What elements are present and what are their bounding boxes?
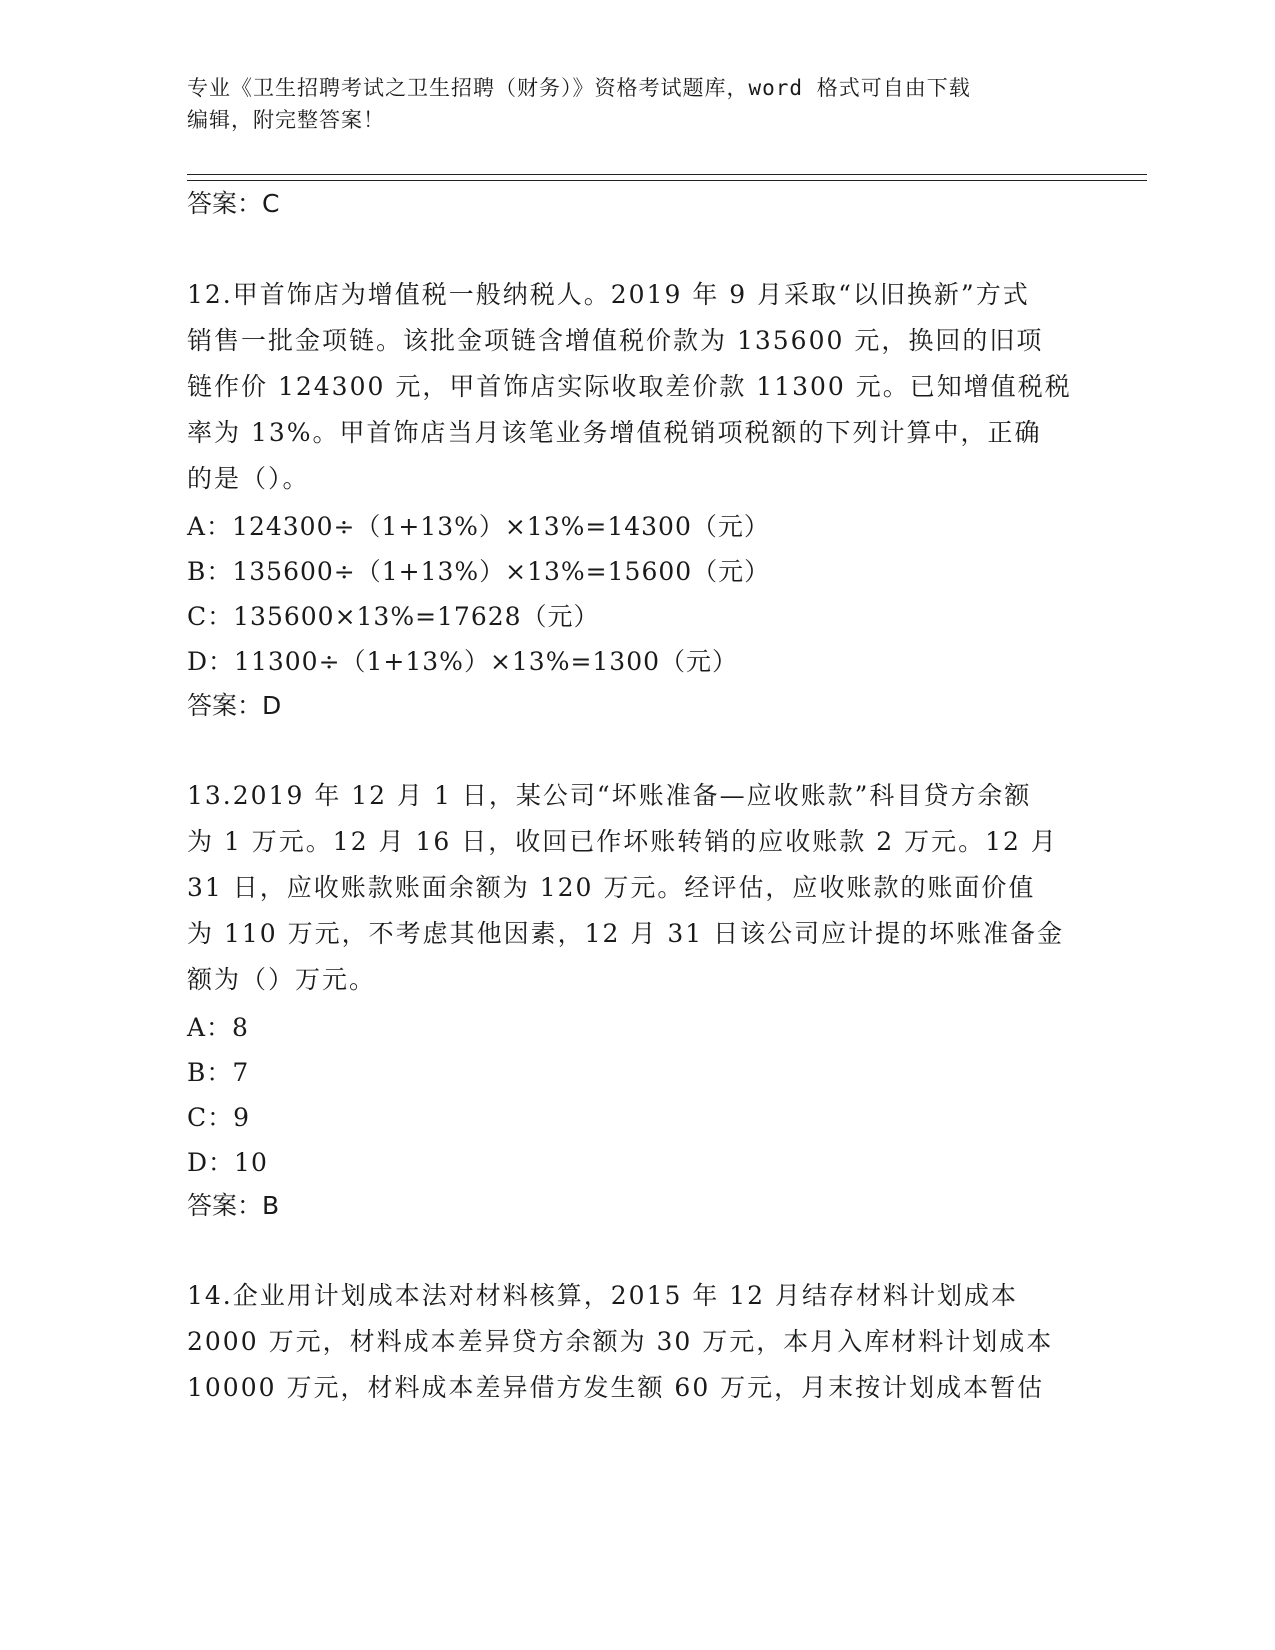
question-line: 的是（）。 (187, 464, 310, 493)
question-line: 10000 万元，材料成本差异借方发生额 60 万元，月末按计划成本暂估 (187, 1373, 1045, 1402)
question-line: 14.企业用计划成本法对材料核算，2015 年 12 月结存材料计划成本 (187, 1281, 1019, 1310)
question-13-option-d: D：10 (187, 1148, 268, 1177)
question-12-option-c: C：135600×13%=17628（元） (187, 602, 600, 631)
question-line: 链作价 124300 元，甲首饰店实际收取差价款 11300 元。已知增值税税 (187, 372, 1072, 401)
document-header (187, 72, 1087, 136)
question-14-text (187, 1273, 1077, 1411)
question-13-answer: 答案：B (187, 1191, 280, 1220)
question-12-text (187, 272, 1077, 502)
question-line: 12.甲首饰店为增值税一般纳税人。2019 年 9 月采取“以旧换新”方式 (187, 280, 1030, 309)
question-line: 13.2019 年 12 月 1 日，某公司“坏账准备—应收账款”科目贷方余额 (187, 781, 1032, 810)
question-12-option-d: D：11300÷（1+13%）×13%=1300（元） (187, 647, 739, 676)
question-line: 为 110 万元，不考虑其他因素，12 月 31 日该公司应计提的坏账准备金 (187, 919, 1065, 948)
question-13-option-b: B：7 (187, 1058, 250, 1087)
question-line: 31 日，应收账款账面余额为 120 万元。经评估，应收账款的账面价值 (187, 873, 1036, 902)
question-line: 2000 万元，材料成本差异贷方余额为 30 万元，本月入库材料计划成本 (187, 1327, 1054, 1356)
question-line: 率为 13%。甲首饰店当月该笔业务增值税销项税额的下列计算中，正确 (187, 418, 1042, 447)
question-line: 为 1 万元。12 月 16 日，收回已作坏账转销的应收账款 2 万元。12 月 (187, 827, 1058, 856)
question-12-option-a: A：124300÷（1+13%）×13%=14300（元） (187, 512, 770, 541)
question-12-option-b: B：135600÷（1+13%）×13%=15600（元） (187, 557, 771, 586)
question-line: 销售一批金项链。该批金项链含增值税价款为 135600 元，换回的旧项 (187, 326, 1044, 355)
header-line-1: 专业《卫生招聘考试之卫生招聘（财务）》资格考试题库，word 格式可自由下载 (187, 76, 971, 100)
header-divider-bottom (187, 180, 1147, 181)
header-divider-top (187, 174, 1147, 175)
previous-answer: 答案：C (187, 189, 280, 218)
question-13-option-c: C：9 (187, 1103, 251, 1132)
question-line: 额为（）万元。 (187, 965, 377, 994)
question-13-option-a: A：8 (187, 1013, 249, 1042)
question-13-text (187, 773, 1077, 1003)
question-12-answer: 答案：D (187, 691, 282, 720)
header-line-2: 编辑，附完整答案！ (187, 108, 385, 132)
